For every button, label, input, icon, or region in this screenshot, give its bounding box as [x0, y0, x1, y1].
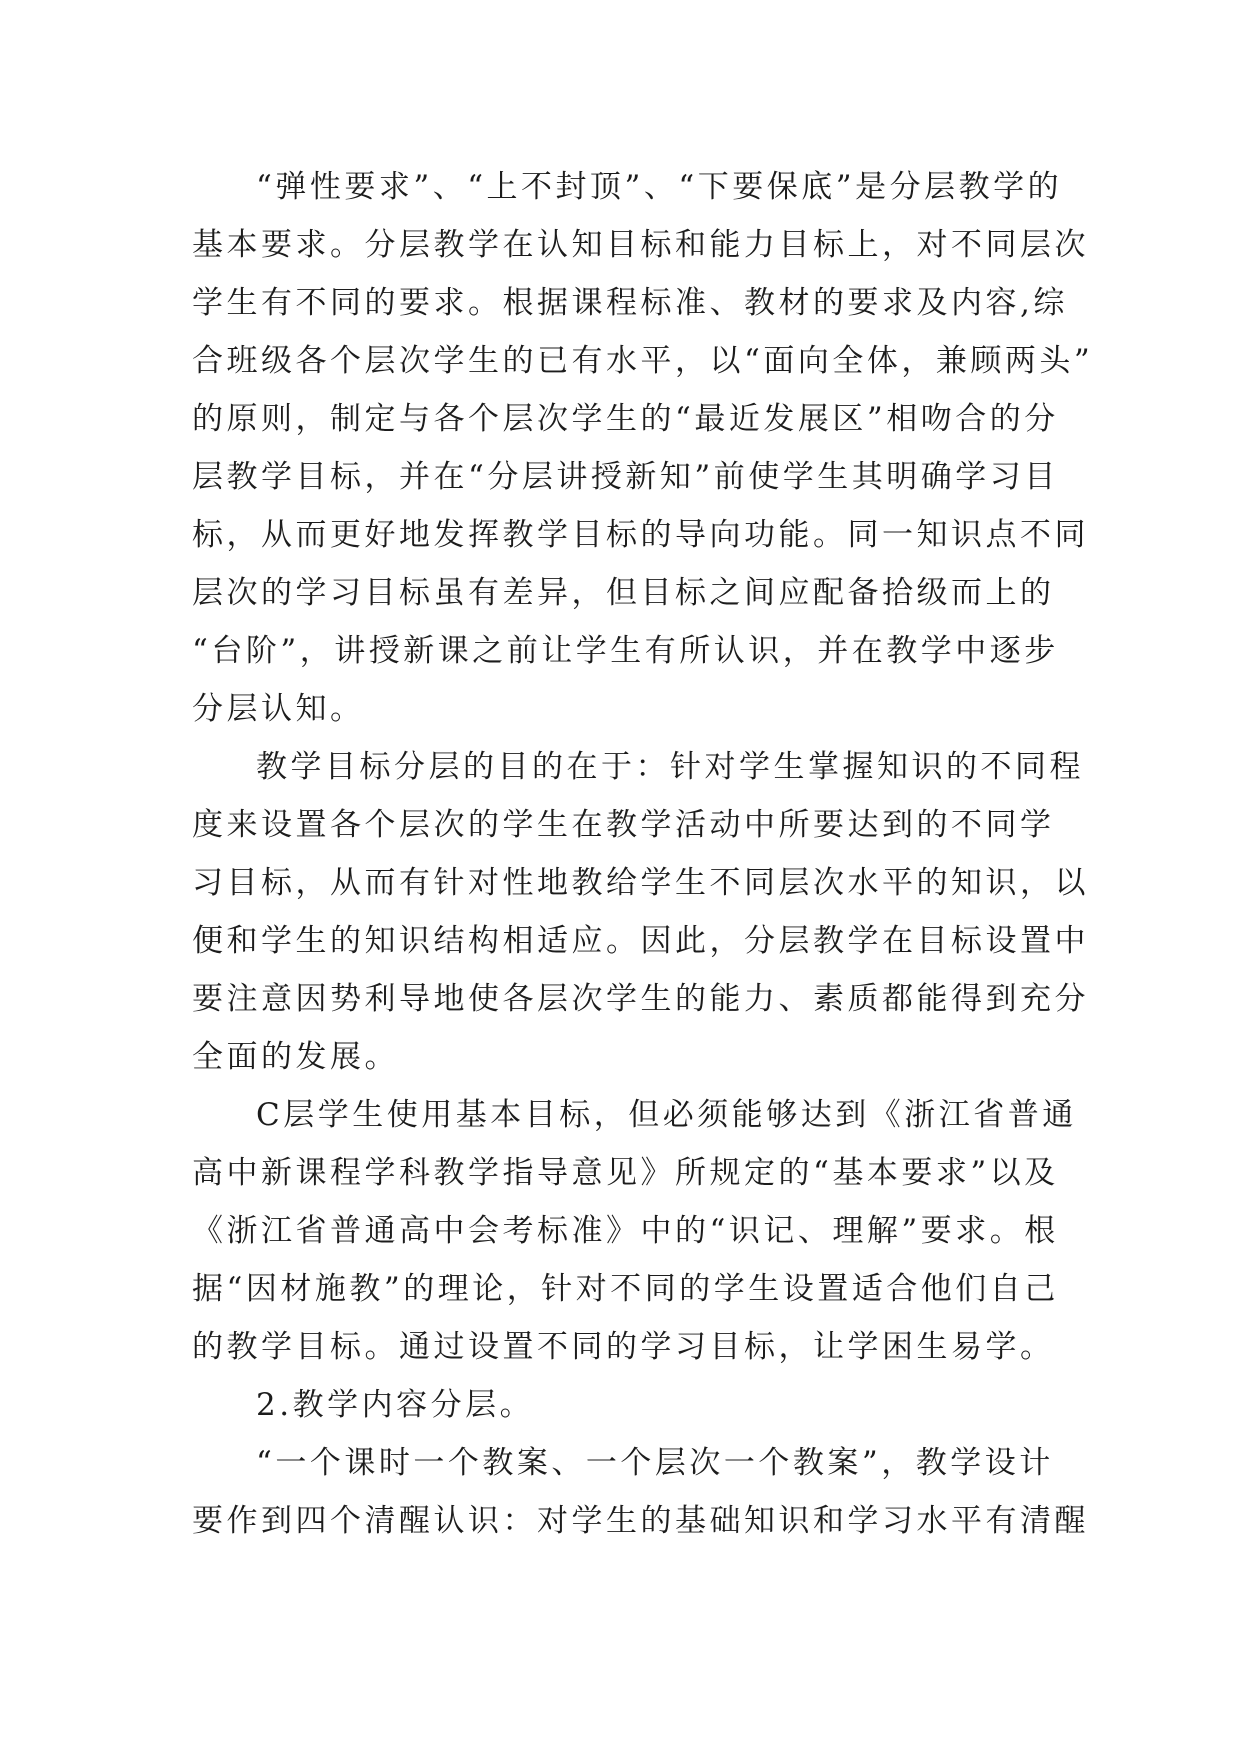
text-line: 全面的发展。 — [192, 1039, 399, 1075]
text-line: “弹性要求”、“上不封顶”、“下要保底”是分层教学的 — [256, 169, 1063, 205]
text-line: 便和学生的知识结构相适应。因此，分层教学在目标设置中 — [192, 923, 1089, 959]
text-line: 度来设置各个层次的学生在教学活动中所要达到的不同学 — [192, 807, 1055, 843]
document-body — [192, 158, 1094, 1550]
text-line: 要作到四个清醒认识：对学生的基础知识和学习水平有清醒 — [192, 1503, 1089, 1539]
text-line: 高中新课程学科教学指导意见》所规定的“基本要求”以及 — [192, 1155, 1059, 1191]
text-line: “台阶”，讲授新课之前让学生有所认识，并在教学中逐步 — [192, 633, 1059, 669]
text-line: “一个课时一个教案、一个层次一个教案”，教学设计 — [256, 1445, 1054, 1481]
text-line: 学生有不同的要求。根据课程标准、教材的要求及内容,综 — [192, 285, 1068, 321]
section-heading: 2.教学内容分层。 — [256, 1387, 535, 1423]
text-line: 的原则，制定与各个层次学生的“最近发展区”相吻合的分 — [192, 401, 1059, 437]
text-line: 据“因材施教”的理论，针对不同的学生设置适合他们自己 — [192, 1271, 1059, 1307]
text-line: 《浙江省普通高中会考标准》中的“识记、理解”要求。根 — [192, 1213, 1059, 1249]
text-line: 习目标，从而有针对性地教给学生不同层次水平的知识，以 — [192, 865, 1089, 901]
text-line: 的教学目标。通过设置不同的学习目标，让学困生易学。 — [192, 1329, 1055, 1365]
text-line: 标，从而更好地发挥教学目标的导向功能。同一知识点不同 — [192, 517, 1089, 553]
text-line: 基本要求。分层教学在认知目标和能力目标上，对不同层次 — [192, 227, 1089, 263]
text-line: 分层认知。 — [192, 691, 365, 727]
text-line: 层次的学习目标虽有差异，但目标之间应配备拾级而上的 — [192, 575, 1055, 611]
text-line: 教学目标分层的目的在于：针对学生掌握知识的不同程 — [256, 749, 1084, 785]
text-line: 层教学目标，并在“分层讲授新知”前使学生其明确学习目 — [192, 459, 1059, 495]
text-line: C层学生使用基本目标，但必须能够达到《浙江省普通 — [256, 1097, 1077, 1133]
text-line: 要注意因势利导地使各层次学生的能力、素质都能得到充分 — [192, 981, 1089, 1017]
text-line: 合班级各个层次学生的已有水平，以“面向全体，兼顾两头” — [192, 343, 1094, 379]
